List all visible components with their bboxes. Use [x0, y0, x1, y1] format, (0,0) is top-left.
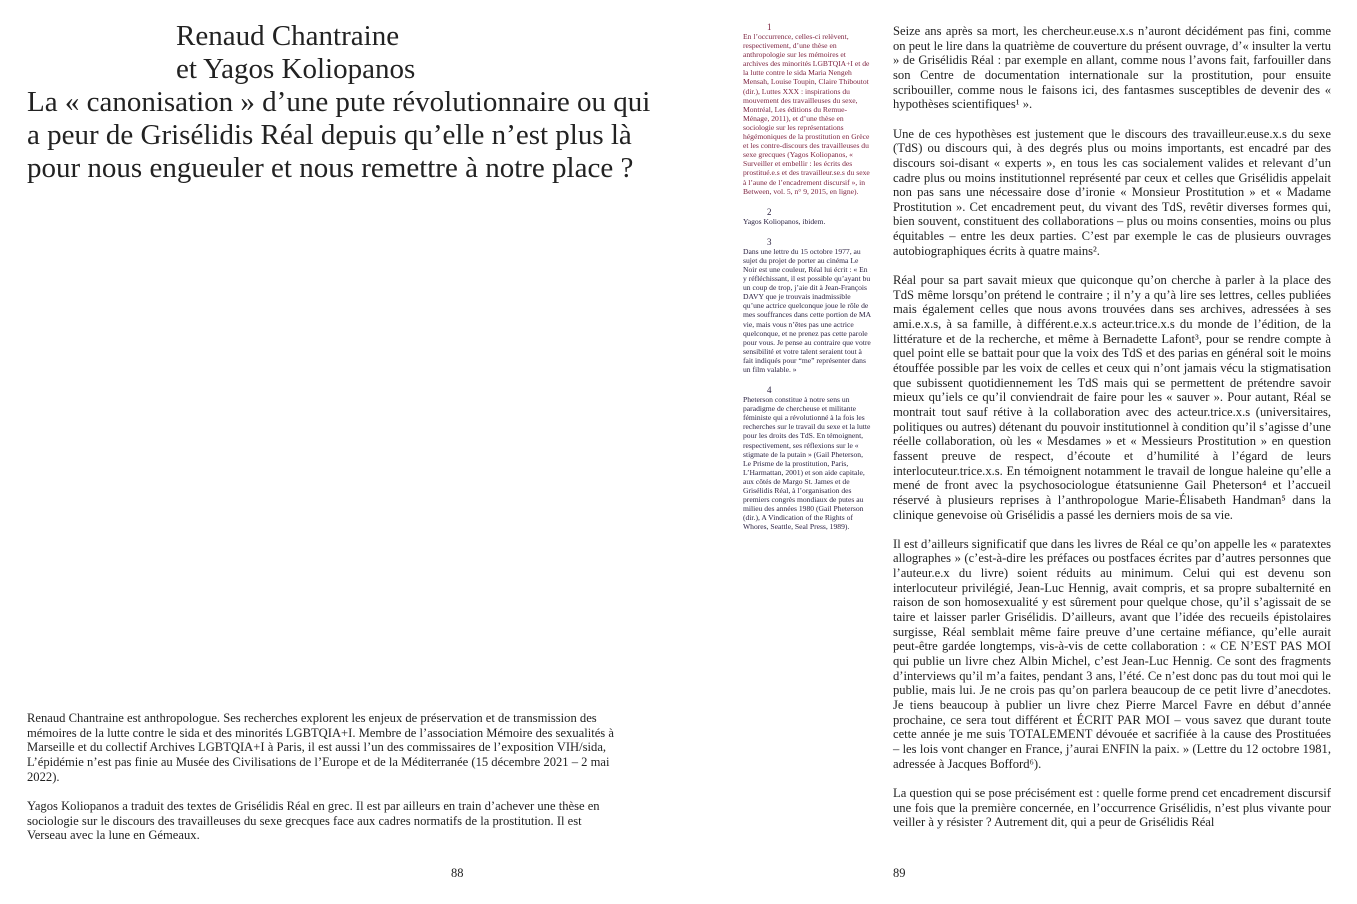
author-bio-koliopanos: Yagos Koliopanos a traduit des textes de Grisélidis Réal en grec. Il est par ailleurs en train d’achever une thèse en sociologie sur le discours des travailleuses du sexe grecques face aux cadres normatifs de la prostitution. Il est Verseau avec la lune en Gémeaux.	[27, 799, 600, 843]
author-line-2: et Yagos Koliopanos	[176, 53, 416, 85]
footnote	[743, 207, 871, 226]
page-number-left: 88	[451, 866, 464, 880]
body-paragraph: Une de ces hypothèses est justement que le discours des travailleur.euse.x.s du sexe (TdS) ou discours qui, à des degrés plus ou moins importants, est encadré par des discours soi-disant « experts », en tous les cas socialement valides et relevant d’un cadre plus ou moins institutionnel représenté par ceux et celles que Grisélidis appelait non pas sans une nécessaire dose d’ironie « Monsieur Prostitution » et « Madame Prostitution ». Cet encadrement peut, du vivant des TdS, revêtir diverses formes qui, bien souvent, constituent des collaborations – plus ou moins consenties, moins ou plus équitables – entre les deux parties. C’est par exemple le cas de plusieurs ouvrages autobiographiques écrits à quatre mains².	[893, 126, 1331, 258]
footnote-number: 4	[767, 385, 772, 396]
footnote	[743, 385, 871, 531]
body-paragraph: La question qui se pose précisément est : quelle forme prend cet encadrement discursif une fois que la première concernée, en l’occurrence Grisélidis, n’est plus vivante pour veiller à y résister ? Autrement dit, qui a peur de Grisélidis Réal	[893, 785, 1331, 830]
author-line-1: Renaud Chantraine	[176, 20, 400, 52]
footnote-number: 3	[767, 236, 772, 247]
author-bio-chantraine: Renaud Chantraine est anthropologue. Ses recherches explorent les enjeux de préservation et de transmission des mémoires de la lutte contre le sida et des minorités LGBTQIA+I. Membre de l’association Mémoire des sexualités à Marseille et du collectif Archives LGBTQIA+I à Paris, il est aussi l’un des commissaires de l’exposition VIH/sida, L’épidémie n’est pas finie au Musée des Civilisations de l’Europe et de la Méditerranée (15 décembre 2021 – 2 mai 2022).	[27, 711, 614, 784]
footnote-text: Pheterson constitue à notre sens un paradigme de chercheuse et militante féministe qui a révolutionné à la fois les recherches sur le travail du sexe et la lutte pour les droits des TdS. En témoignent, respectivement, ses réflexions sur le « stigmate de la putain » (Gail Pheterson, Le Prisme de la prostitution, Paris, L’Harmattan, 2001) et son aide capitale, aux côtés de Margo St. James et de Grisélidis Réal, à l’organisation des premiers congrès mondiaux de putes au milieu des années 1980 (Gail Pheterson (dir.), A Vindication of the Rights of Whores, Seattle, Seal Press, 1989).	[743, 395, 871, 532]
footnotes-column	[743, 22, 871, 543]
body-paragraph: Seize ans après sa mort, les chercheur.euse.x.s n’auront décidément pas fini, comme on peut le lire dans la quatrième de couverture du présent ouvrage, d’« insulter la vertu » de Grisélidis Réal : par exemple en allant, comme nous l’avons fait, farfouiller dans son Centre de documentation internationale sur la prostitution, pour ensuite scribouiller, comme nous le faisons ici, des fantasmes susceptibles de devenir des « hypothèses scientifiques¹ ».	[893, 24, 1331, 112]
right-page-body	[893, 24, 1331, 844]
footnote-text: Yagos Koliopanos, ibidem.	[743, 216, 826, 226]
body-paragraph: Réal pour sa part savait mieux que quiconque qu’on cherche à parler à la place des TdS même lorsqu’on prétend le contraire ; il n’y a qu’à lire ses lettres, celles publiées mais également celles que nous avons trouvées dans ses archives, adressées à ses ami.e.x.s, à sa famille, à différent.e.x.s acteur.trice.x.s du monde de l’édition, de la littérature et de la recherche, et même à Bernadette Lafont³, pour se rendre compte à quel point elle se battait pour que la voix des TdS et des parias en général soit le moins étouffée possible par les voix de celles et ceux qui n’ont jamais vécu la stigmatisation que subissent quotidiennement les TdS mais qui se permettent de prétendre savoir mieux qu’iels ce qu’il conviendrait de faire pour les « sauver ». Pour autant, Réal se montrait tout sauf rétive à la collaboration avec des acteur.trice.x.s (universitaires, politiques ou autres) détenant du pouvoir institutionnel à condition qu’il s’agisse d’une réelle collaboration, où les « Mesdames » et « Messieurs Prostitution » en question fassent preuve de respect, d’écoute et d’humilité à l’égard de leurs interlocuteur.trice.x.s. En témoignent notamment le travail de longue haleine qu’elle a mené de front avec la psychosociologue étatsunienne Gail Pheterson⁴ et l’accueil réservé à plusieurs reprises à l’anthropologue Marie-Élisabeth Handman⁵ dans la clinique genevoise où Grisélidis a passé les derniers mois de sa vie.	[893, 273, 1331, 522]
footnote	[743, 237, 871, 374]
footnote-number: 2	[767, 206, 772, 217]
footnote-text: Dans une lettre du 15 octobre 1977, au sujet du projet de porter au cinéma Le Noir est une couleur, Réal lui écrit : « En y réfléchissant, il est possible qu’ayant bu un coup de trop, j’aie dit à Jean-François DAVY que je trouvais inadmissible qu’une actrice quelconque joue le rôle de mes souffrances dans cette portion de MA vie, mais vous n’êtes pas une actrice quelconque, et ne prenez pas cette parole pour vous. Je pense au contraire que votre sensibilité et votre talent seraient tout à fait indiqués pour “me” représenter dans un film valable. »	[743, 246, 871, 374]
footnote	[743, 22, 871, 196]
footnote-text: En l’occurrence, celles-ci relèvent, respectivement, d’une thèse en anthropologie sur les mémoires et archives des minorités LGBTQIA+I et de la lutte contre le sida Maria Nengeh Mensah, Louise Toupin, Claire Thiboutot (dir.), Luttes XXX : inspirations du mouvement des travailleuses du sexe, Montréal, Les éditions du Remue-Ménage, 2011), et d’une thèse en sociologie sur les représentations hégémoniques de la prostitution en Grèce et les contre-discours des travailleuses du sexe grecques (Yagos Koliopanos, « Surveiller et embellir : les écrits des prostitué.e.s et des travailleur.se.s du sexe à l’aune de l’encadrement discursif », in Between, vol. 5, n° 9, 2015, en ligne).	[743, 32, 870, 196]
page-number-right: 89	[893, 866, 906, 880]
body-paragraph: Il est d’ailleurs significatif que dans les livres de Réal ce qu’on appelle les « paratextes allographes » (c’est-à-dire les préfaces ou postfaces écrites par d’autres personnes que l’auteur.e.x du livre) soient réduits au minimum. Celui qui est devenu son interlocuteur privilégié, Jean-Luc Hennig, avait compris, et sa propre subalternité en raison de son homosexualité y est sûrement pour quelque chose, qu’il s’agissait de se taire et laisser parler Grisélidis. D’ailleurs, avant que l’idée des recueils épistolaires surgisse, Réal semblait même faire preuve d’une certaine méfiance, qu’elle aurait peut-être gardée longtemps, vis-à-vis de cette collaboration : « CE N’EST PAS MOI qui publie un livre chez Albin Michel, c’est Jean-Luc Hennig. Ce sont des fragments d’interviews qu’il m’a faites, pendant 3 ans, l’été. Ce n’est donc pas du tout moi qui le publie, mais lui. Je ne crois pas qu’on parlera beaucoup de ce petit livre d’anecdotes. Je tiens beaucoup à publier un livre chez Pierre Marcel Favre en début d’année prochaine, ce sera tout différent et ÉCRIT PAR MOI – vous savez que durant toute cette année je me suis TOTALEMENT dévouée et sacrifiée à la cause des Prostituées – les lois vont changer en France, j’aurai ENFIN la paix. » (Lettre du 12 octobre 1981, adressée à Jacques Bofford⁶).	[893, 536, 1331, 771]
chapter-title: La « canonisation » d’une pute révolutionnaire ou qui a peur de Grisélidis Réal depuis qu’elle n’est plus là pour nous engueuler et nous remettre à notre place ?	[27, 86, 651, 184]
footnote-number: 1	[767, 22, 772, 32]
